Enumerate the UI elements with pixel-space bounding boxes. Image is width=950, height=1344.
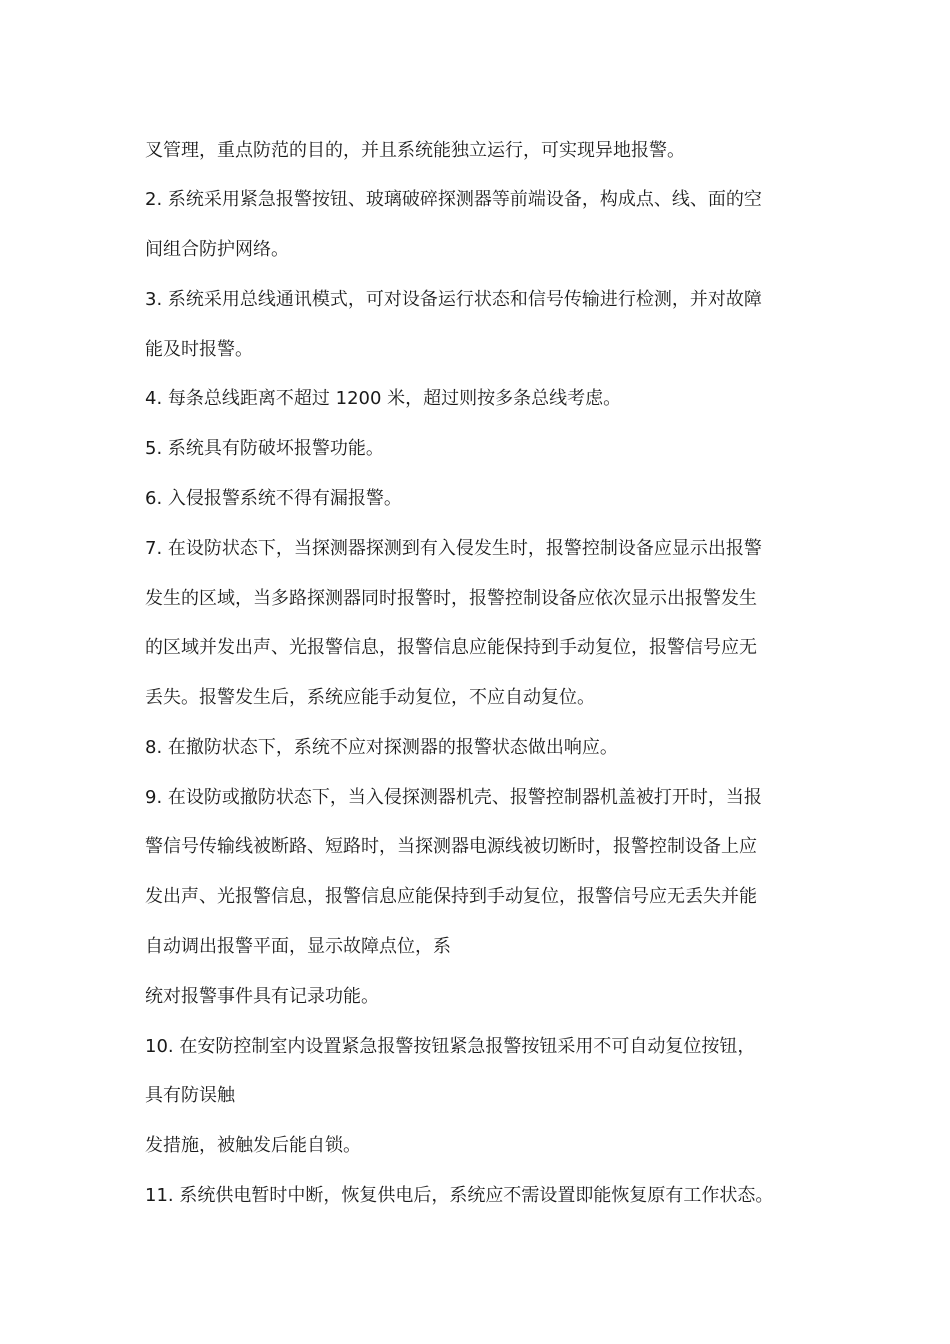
text-line: 6. 入侵报警系统不得有漏报警。 bbox=[145, 488, 402, 509]
text-line: 9. 在设防或撤防状态下，当入侵探测器机壳、报警控制器机盖被打开时，当报 bbox=[145, 787, 762, 808]
text-line: 警信号传输线被断路、短路时，当探测器电源线被切断时，报警控制设备上应 bbox=[145, 836, 757, 857]
text-line: 具有防误触 bbox=[145, 1085, 235, 1106]
text-line: 叉管理，重点防范的目的，并且系统能独立运行，可实现异地报警。 bbox=[145, 140, 685, 161]
text-line: 2. 系统采用紧急报警按钮、玻璃破碎探测器等前端设备，构成点、线、面的空 bbox=[145, 189, 762, 210]
text-line: 10. 在安防控制室内设置紧急报警按钮紧急报警按钮采用不可自动复位按钮， bbox=[145, 1036, 756, 1057]
text-line: 发措施，被触发后能自锁。 bbox=[145, 1135, 361, 1156]
text-line: 8. 在撤防状态下，系统不应对探测器的报警状态做出响应。 bbox=[145, 737, 618, 758]
text-line: 5. 系统具有防破坏报警功能。 bbox=[145, 438, 384, 459]
text-line: 发生的区域，当多路探测器同时报警时，报警控制设备应依次显示出报警发生 bbox=[145, 588, 757, 609]
text-line: 4. 每条总线距离不超过 1200 米，超过则按多条总线考虑。 bbox=[145, 388, 622, 409]
text-line: 统对报警事件具有记录功能。 bbox=[145, 986, 379, 1007]
text-line: 自动调出报警平面，显示故障点位，系 bbox=[145, 936, 451, 957]
text-line: 的区域并发出声、光报警信息，报警信息应能保持到手动复位，报警信号应无 bbox=[145, 637, 757, 658]
text-line: 间组合防护网络。 bbox=[145, 239, 289, 260]
text-line: 发出声、光报警信息，报警信息应能保持到手动复位，报警信号应无丢失并能 bbox=[145, 886, 757, 907]
text-line: 11. 系统供电暂时中断，恢复供电后，系统应不需设置即能恢复原有工作状态。 bbox=[145, 1185, 774, 1206]
text-line: 能及时报警。 bbox=[145, 339, 253, 360]
text-line: 3. 系统采用总线通讯模式，可对设备运行状态和信号传输进行检测，并对故障 bbox=[145, 289, 762, 310]
text-line: 丢失。报警发生后，系统应能手动复位，不应自动复位。 bbox=[145, 687, 595, 708]
text-line: 7. 在设防状态下，当探测器探测到有入侵发生时，报警控制设备应显示出报警 bbox=[145, 538, 762, 559]
